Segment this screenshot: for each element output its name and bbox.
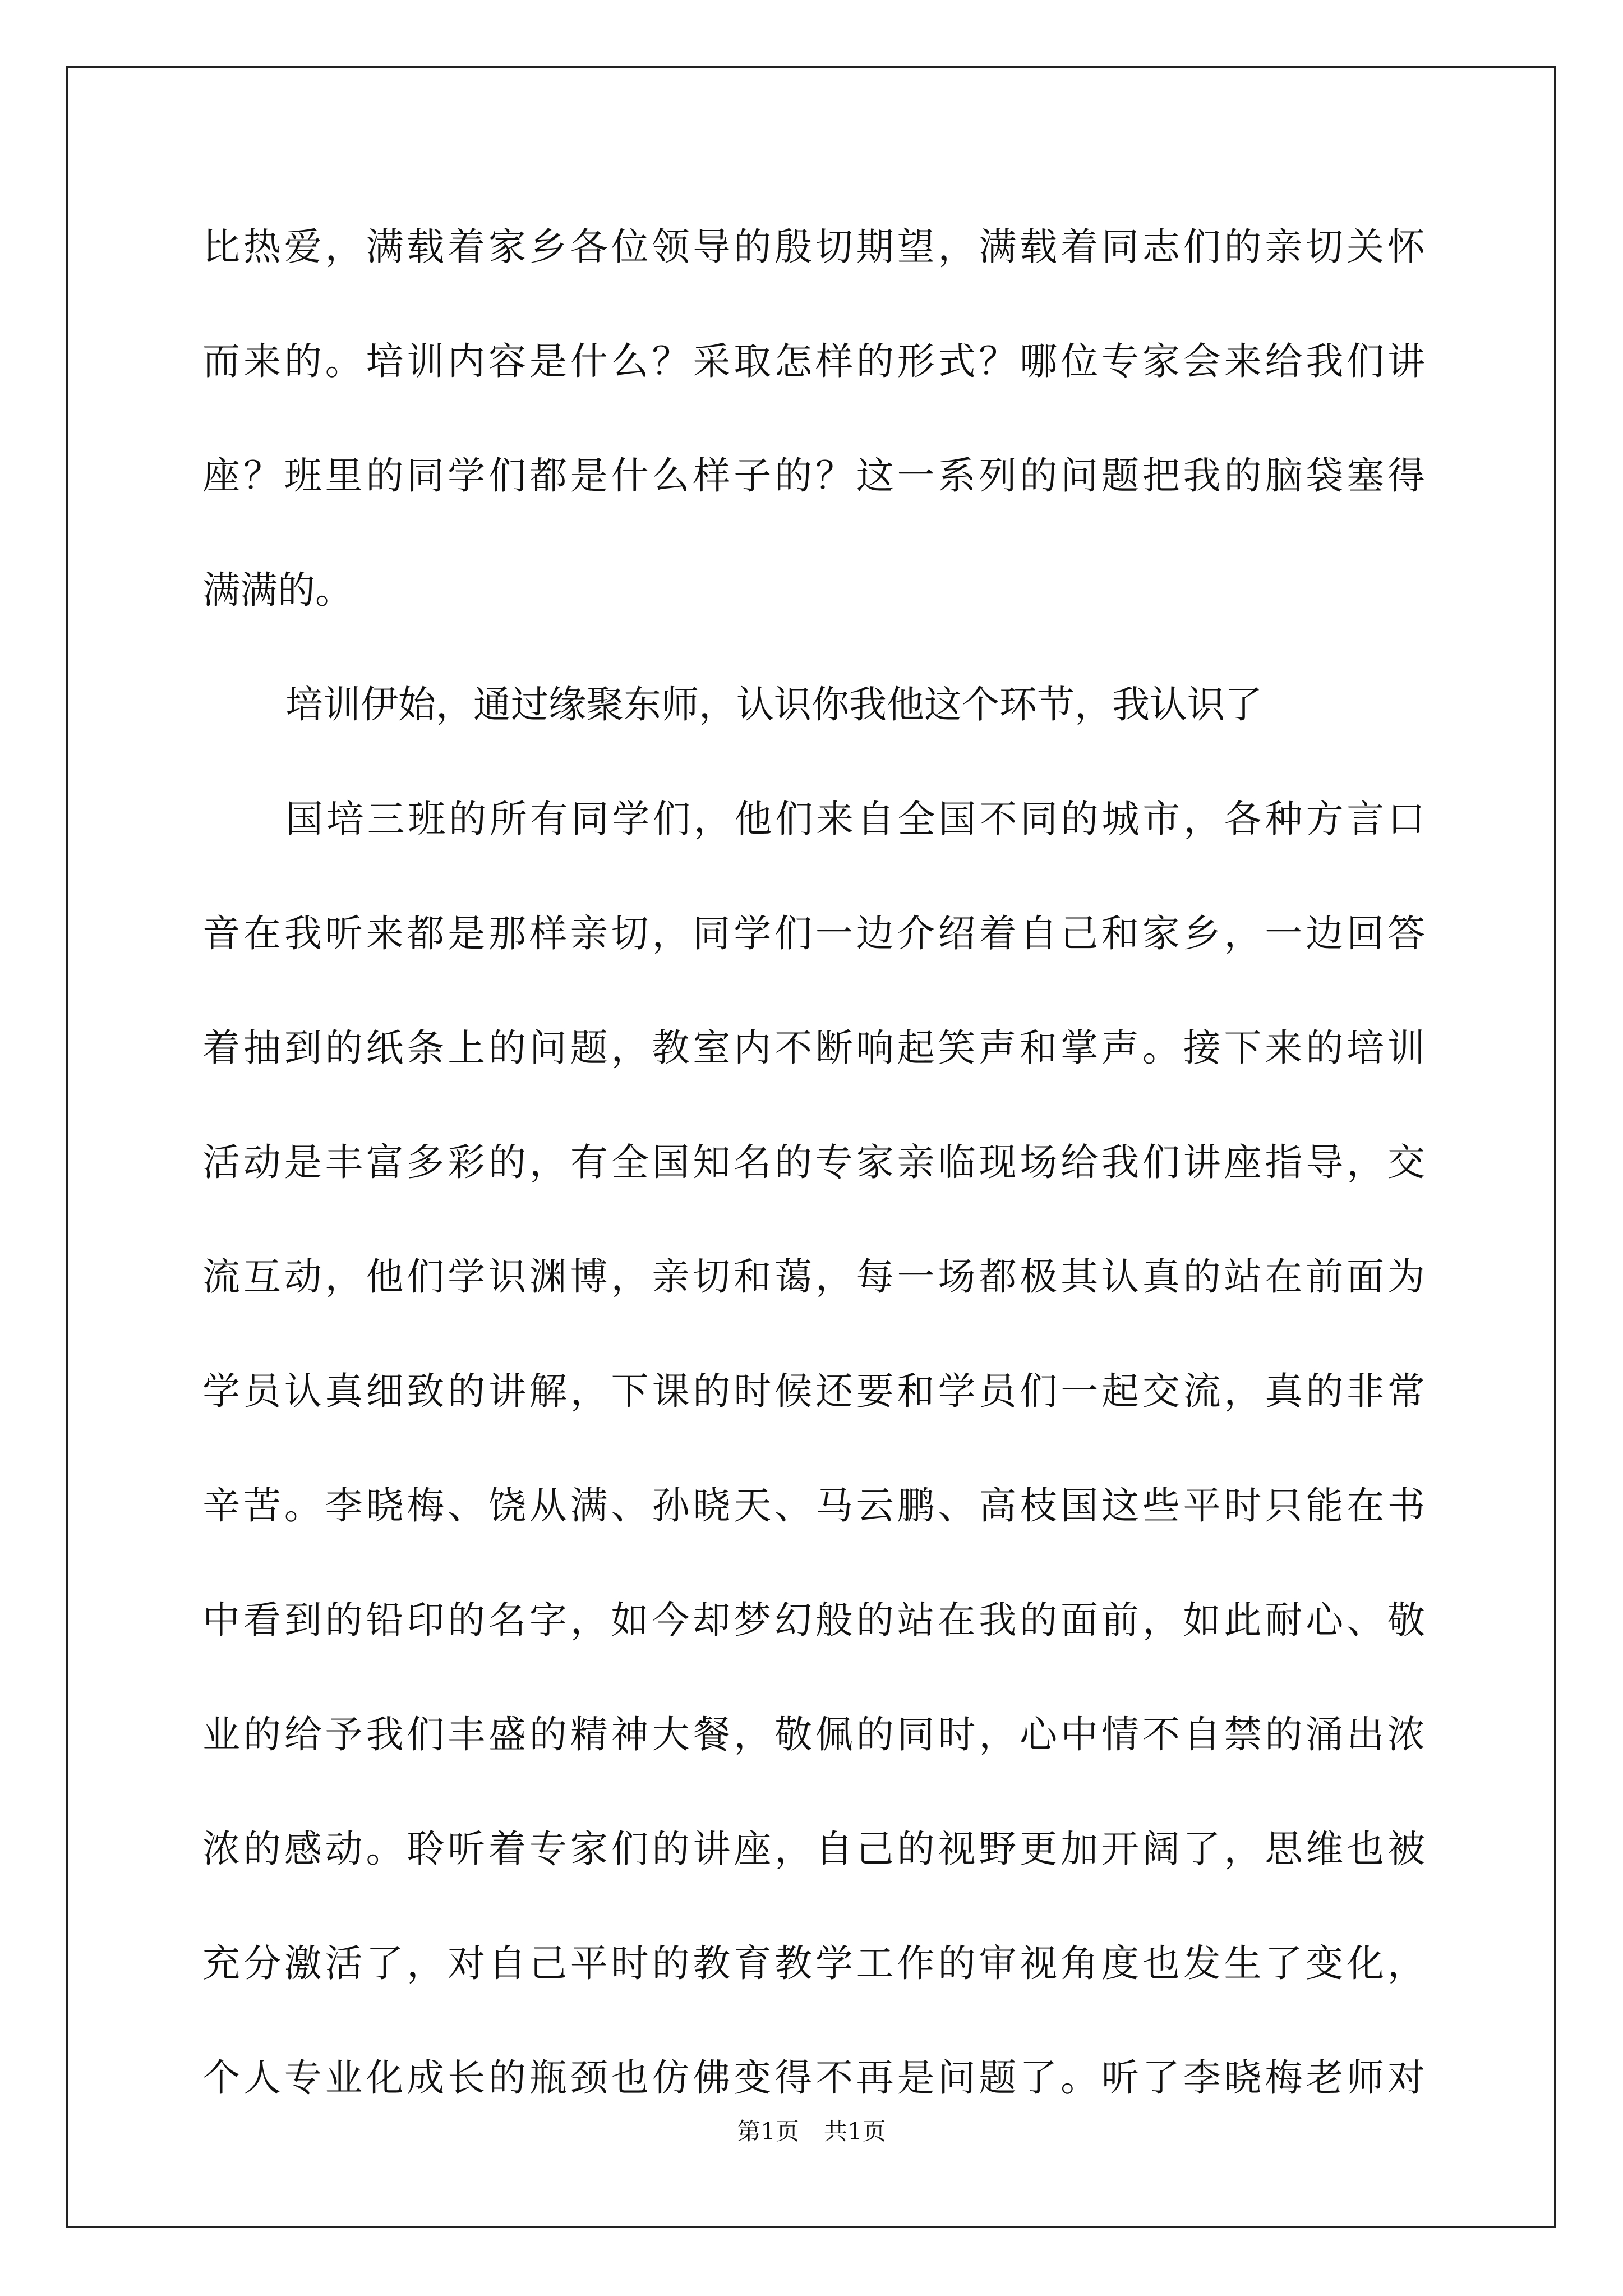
document-body (202, 199, 1425, 2144)
text-line: 而来的。培训内容是什么？采取怎样的形式？哪位专家会来给我们讲 (202, 339, 1425, 383)
text-line: 音在我听来都是那样亲切，同学们一边介绍着自己和家乡，一边回答 (202, 912, 1425, 955)
text-line: 浓的感动。聆听着专家们的讲座，自己的视野更加开阔了，思维也被 (202, 1827, 1425, 1871)
text-line: 个人专业化成长的瓶颈也仿佛变得不再是问题了。听了李晓梅老师对 (202, 2056, 1425, 2100)
text-line: 比热爱，满载着家乡各位领导的殷切期望，满载着同志们的亲切关怀 (202, 225, 1425, 269)
text-line: 充分激活了，对自己平时的教育教学工作的审视角度也发生了变化， (202, 1941, 1425, 1985)
text-line: 业的给予我们丰盛的精神大餐，敬佩的同时，心中情不自禁的涌出浓 (202, 1713, 1425, 1756)
paragraph-first-line: 培训伊始，通过缘聚东师，认识你我他这个环节，我认识了 (285, 683, 1262, 726)
text-line: 座？班里的同学们都是什么样子的？这一系列的问题把我的脑袋塞得 (202, 454, 1425, 498)
page-number: 第1页 (737, 2118, 799, 2145)
text-line: 活动是丰富多彩的，有全国知名的专家亲临现场给我们讲座指导，交 (202, 1140, 1425, 1184)
paragraph-first-line: 国培三班的所有同学们，他们来自全国不同的城市，各种方言口 (285, 797, 1425, 841)
text-line: 流互动，他们学识渊博，亲切和蔼，每一场都极其认真的站在前面为 (202, 1255, 1425, 1299)
text-line: 着抽到的纸条上的问题，教室内不断响起笑声和掌声。接下来的培训 (202, 1026, 1425, 1070)
text-line: 满满的。 (202, 568, 353, 612)
page-footer (0, 2115, 1623, 2148)
text-line: 中看到的铅印的名字，如今却梦幻般的站在我的面前，如此耐心、敬 (202, 1598, 1425, 1642)
text-line: 学员认真细致的讲解，下课的时候还要和学员们一起交流，真的非常 (202, 1369, 1425, 1413)
page-total: 共1页 (824, 2118, 886, 2145)
text-line: 辛苦。李晓梅、饶从满、孙晓天、马云鹏、高枝国这些平时只能在书 (202, 1484, 1425, 1527)
